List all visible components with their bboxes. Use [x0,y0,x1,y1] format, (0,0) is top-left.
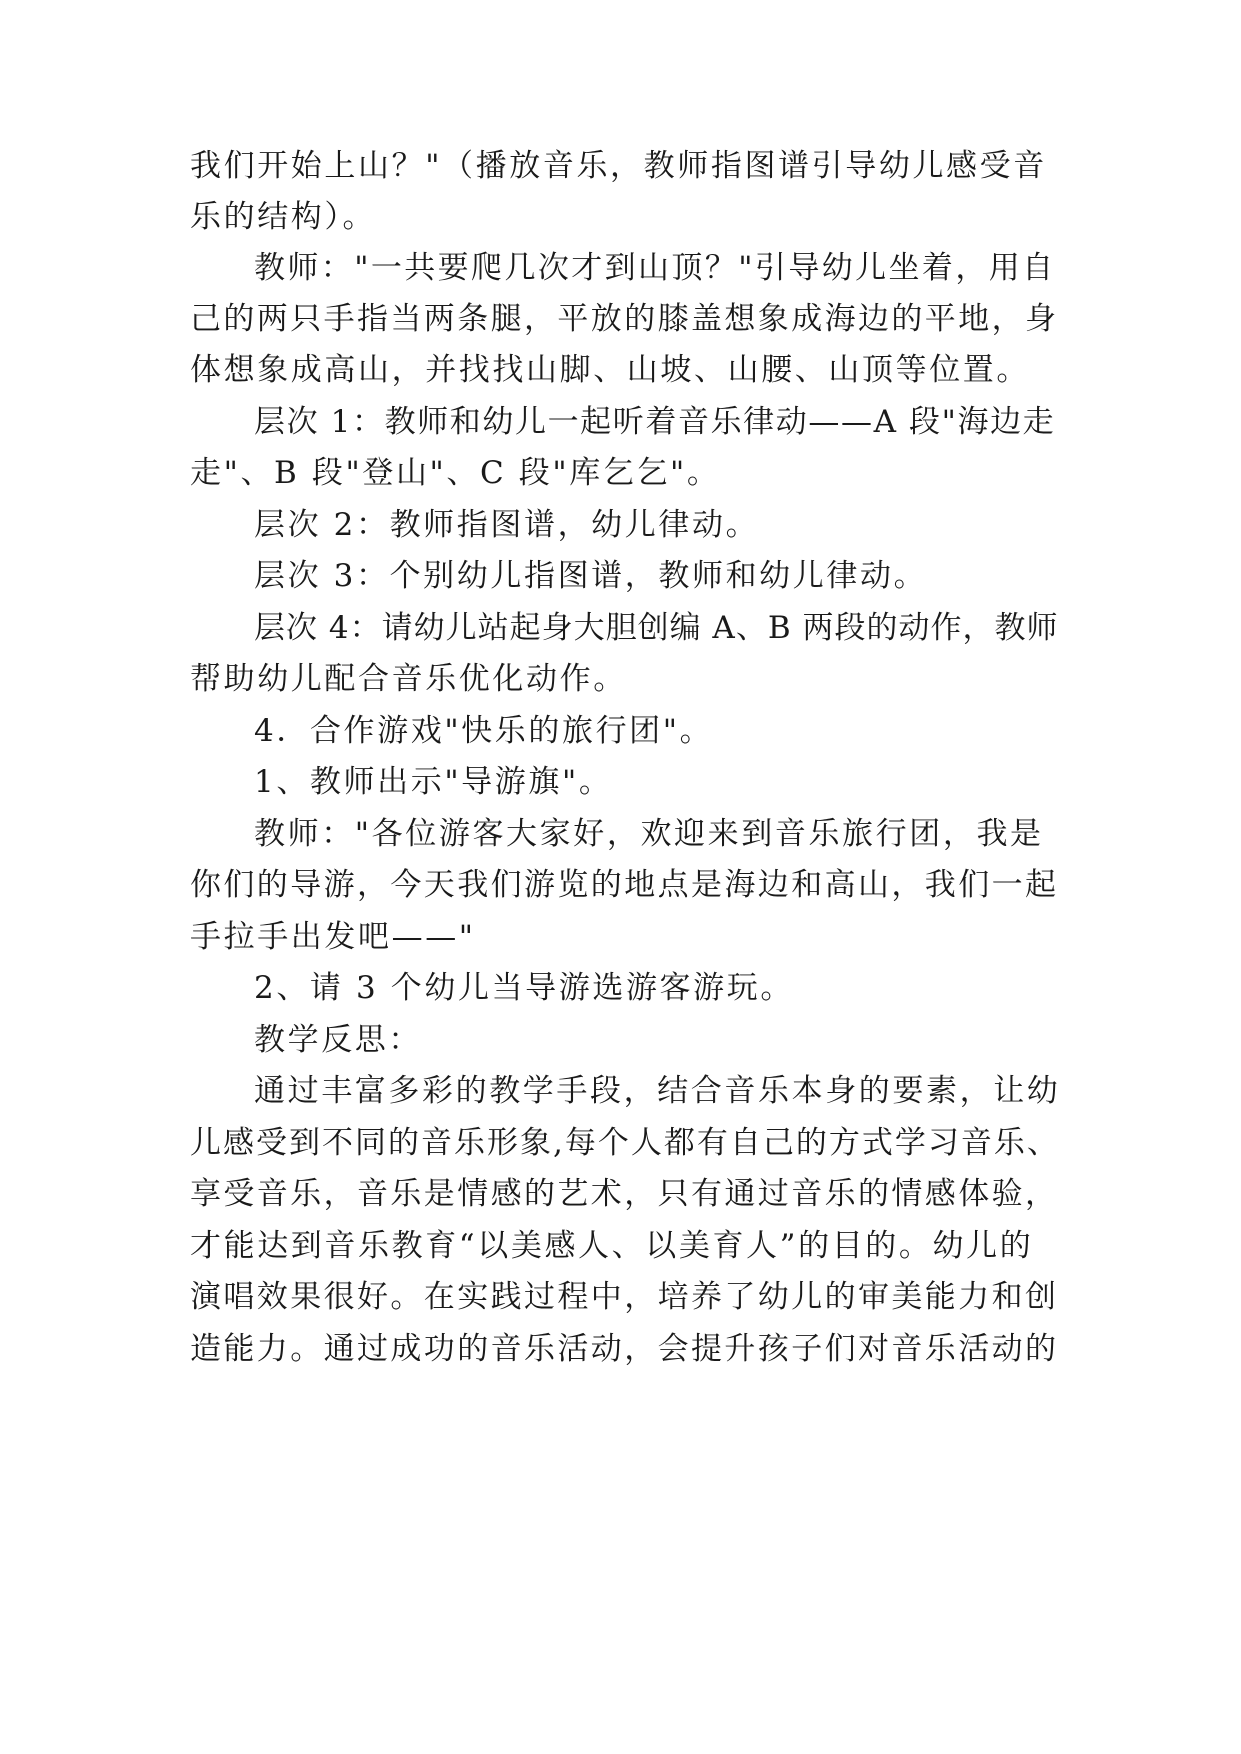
text-line: 走"、B 段"登山"、C 段"库乞乞"。 [190,455,721,491]
text-line: 我们开始上山？"（播放音乐，教师指图谱引导幼儿感受音 [190,148,1047,184]
paragraph-start-line: 1、教师出示"导游旗"。 [254,764,613,800]
text-line: 演唱效果很好。在实践过程中，培养了幼儿的审美能力和创 [190,1279,1059,1315]
text-line: 体想象成高山，并找找山脚、山坡、山腰、山顶等位置。 [190,352,1030,388]
paragraph-start-line: 教师："各位游客大家好，欢迎来到音乐旅行团，我是 [254,816,1044,852]
text-line: 享受音乐，音乐是情感的艺术，只有通过音乐的情感体验， [190,1176,1059,1212]
text-line: 你们的导游，今天我们游览的地点是海边和高山，我们一起 [190,867,1059,903]
text-line: 手拉手出发吧——" [190,919,476,955]
text-line: 乐的结构）。 [190,199,377,235]
paragraph-start-line: 层次 3：个别幼儿指图谱，教师和幼儿律动。 [254,558,928,594]
paragraph-start-line: 2、请 3 个幼儿当导游选游客游玩。 [254,970,794,1006]
text-line: 才能达到音乐教育“以美感人、以美育人”的目的。幼儿的 [190,1228,1034,1264]
text-line: 帮助幼儿配合音乐优化动作。 [190,661,627,697]
text-line: 儿感受到不同的音乐形象,每个人都有自己的方式学习音乐、 [190,1125,1060,1161]
paragraph-start-line: 4．合作游戏"快乐的旅行团"。 [254,713,714,749]
section-heading: 教学反思： [254,1022,422,1058]
paragraph-start-line: 层次 1：教师和幼儿一起听着音乐律动——A 段"海边走 [254,404,1056,440]
paragraph-start-line: 层次 4：请幼儿站起身大胆创编 A、B 两段的动作，教师 [254,610,1059,646]
text-line: 己的两只手指当两条腿，平放的膝盖想象成海边的平地，身 [190,301,1059,337]
text-line: 造能力。通过成功的音乐活动，会提升孩子们对音乐活动的 [190,1331,1059,1367]
paragraph-start-line: 层次 2：教师指图谱，幼儿律动。 [254,507,760,543]
paragraph-start-line: 教师："一共要爬几次才到山顶？"引导幼儿坐着，用自 [254,250,1056,286]
paragraph-start-line: 通过丰富多彩的教学手段，结合音乐本身的要素，让幼 [254,1073,1061,1109]
